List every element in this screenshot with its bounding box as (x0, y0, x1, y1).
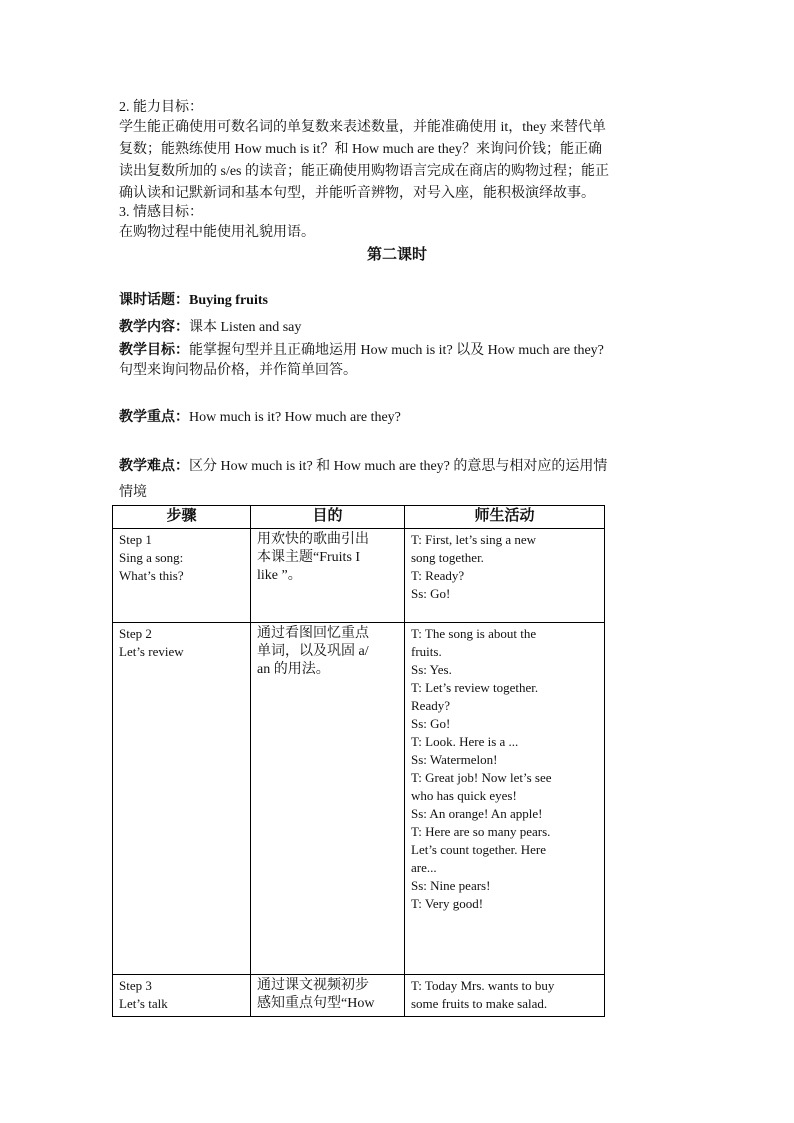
key-line (119, 408, 401, 428)
activity-text: Ready? (411, 698, 450, 713)
activity-text: T: Here are so many pears. (411, 824, 551, 839)
topic-line (119, 291, 268, 311)
difficulty-line (119, 457, 607, 477)
step-text: Let’s talk (119, 996, 168, 1011)
activity-text: Ss: Nine pears! (411, 878, 491, 893)
table-row (113, 529, 605, 623)
purpose-cell (251, 529, 405, 623)
activity-text: Ss: Watermelon! (411, 752, 498, 767)
header-activity: 师生活动 (405, 506, 605, 529)
activity-text: T: The song is about the (411, 626, 537, 641)
purpose-text: 单词，以及巩固 a/ (257, 644, 369, 659)
ability-line-3: 读出复数所加的 s/es 的读音；能正确使用购物语言完成在商店的购物过程；能正 (119, 164, 609, 179)
step-text: Step 2 (119, 626, 152, 641)
purpose-text: 本课主题“Fruits I (257, 550, 361, 565)
activity-text: Ss: Go! (411, 586, 451, 601)
purpose-text: 用欢快的歌曲引出 (257, 532, 369, 547)
activity-cell (405, 623, 605, 975)
activity-text: fruits. (411, 644, 442, 659)
purpose-cell (251, 975, 405, 1017)
emotion-line: 在购物过程中能使用礼貌用语。 (119, 225, 315, 240)
goal-line-2: 句型来询问物品价格，并作简单回答。 (119, 363, 357, 378)
activity-text: T: Ready? (411, 568, 465, 583)
lesson-plan-table (112, 505, 605, 1017)
activity-text: song together. (411, 550, 484, 565)
activity-text: T: Let’s review together. (411, 680, 539, 695)
key-value: How much is it? How much are they? (189, 410, 401, 425)
key-label: 教学重点： (119, 410, 189, 425)
step-text: Step 3 (119, 978, 152, 993)
activity-text: Ss: An orange! An apple! (411, 806, 543, 821)
step-cell (113, 623, 251, 975)
step-text: Sing a song: (119, 550, 184, 565)
purpose-text: 通过课文视频初步 (257, 978, 369, 993)
activity-text: T: First, let’s sing a new (411, 532, 537, 547)
activity-text: T: Great job! Now let’s see (411, 770, 552, 785)
topic-value: Buying fruits (189, 293, 268, 308)
difficulty-label: 教学难点： (119, 459, 189, 474)
goal-label: 教学目标： (119, 343, 189, 358)
lesson-title: 第二课时 (366, 247, 427, 263)
step-cell (113, 529, 251, 623)
table-header-row (113, 506, 605, 529)
step-text: Let’s review (119, 644, 184, 659)
purpose-cell (251, 623, 405, 975)
purpose-text: 感知重点句型“How (257, 996, 375, 1011)
activity-cell (405, 975, 605, 1017)
difficulty-value: 区分 How much is it? 和 How much are they? 的意思与相对应的运用情 (189, 459, 608, 474)
header-step: 步骤 (113, 506, 251, 529)
activity-text: who has quick eyes! (411, 788, 517, 803)
activity-text: T: Today Mrs. wants to buy (411, 978, 555, 993)
activity-text: some fruits to make salad. (411, 996, 548, 1011)
emotion-heading: 3. 情感目标： (119, 205, 203, 220)
header-purpose: 目的 (251, 506, 405, 529)
purpose-text: an 的用法。 (257, 662, 330, 677)
content-label: 教学内容： (119, 320, 189, 335)
content-line (119, 318, 301, 338)
ability-heading: 2. 能力目标： (119, 100, 203, 115)
activity-text: Let’s count together. Here (411, 842, 547, 857)
step-cell (113, 975, 251, 1017)
purpose-text: 通过看图回忆重点 (257, 626, 369, 641)
goal-line (119, 341, 604, 361)
goal-value: 能掌握句型并且正确地运用 How much is it? 以及 How much are they? (189, 343, 604, 358)
step-text: What’s this? (119, 568, 184, 583)
table-row (113, 623, 605, 975)
activity-text: Ss: Yes. (411, 662, 452, 677)
difficulty-line-2: 情境 (119, 485, 147, 500)
content-value: 课本 Listen and say (189, 320, 302, 335)
activity-text: Ss: Go! (411, 716, 451, 731)
ability-line-2: 复数；能熟练使用 How much is it？和 How much are they？来询问价钱；能正确 (119, 142, 602, 157)
ability-line-4: 确认读和记默新词和基本句型，并能听音辨物，对号入座，能积极演绎故事。 (119, 186, 595, 201)
topic-label: 课时话题： (119, 293, 189, 308)
activity-cell (405, 529, 605, 623)
step-text: Step 1 (119, 532, 152, 547)
activity-text: are... (411, 860, 437, 875)
table-row (113, 975, 605, 1017)
activity-text: T: Very good! (411, 896, 484, 911)
ability-line-1: 学生能正确使用可数名词的单复数来表述数量，并能准确使用 it，they 来替代单 (119, 120, 606, 135)
purpose-text: like ”。 (257, 568, 302, 583)
activity-text: T: Look. Here is a ... (411, 734, 519, 749)
